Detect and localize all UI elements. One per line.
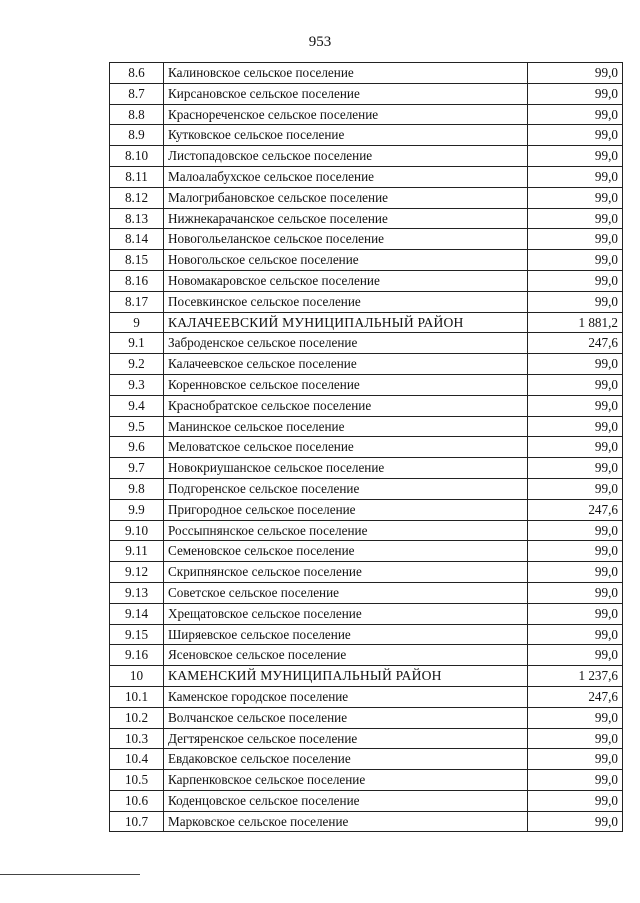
settlement-name-cell: Марковское сельское поселение [164,811,528,832]
table-row [110,437,623,458]
row-number-cell: 8.13 [110,208,164,229]
row-number-cell: 9.5 [110,416,164,437]
table-row [110,354,623,375]
amount-cell: 99,0 [528,520,623,541]
settlement-name-cell: Новокриушанское сельское поселение [164,458,528,479]
row-number-cell: 9.8 [110,478,164,499]
row-number-cell: 9.6 [110,437,164,458]
row-number-cell: 8.8 [110,104,164,125]
table-row [110,562,623,583]
amount-cell: 247,6 [528,686,623,707]
row-number-cell: 9.9 [110,499,164,520]
row-number-cell: 9.16 [110,645,164,666]
row-number-cell: 8.12 [110,187,164,208]
row-number-cell: 10.3 [110,728,164,749]
table-row [110,520,623,541]
district-row [110,666,623,687]
amount-cell: 99,0 [528,416,623,437]
settlement-name-cell: Волчанское сельское поселение [164,707,528,728]
settlement-name-cell: Хрещатовское сельское поселение [164,603,528,624]
table-row [110,395,623,416]
row-number-cell: 9.11 [110,541,164,562]
table-row [110,166,623,187]
settlement-name-cell: Кирсановское сельское поселение [164,83,528,104]
settlement-name-cell: Дегтяренское сельское поселение [164,728,528,749]
settlement-name-cell: Новогольское сельское поселение [164,250,528,271]
amount-cell: 99,0 [528,645,623,666]
table-row [110,63,623,84]
row-number-cell: 9 [110,312,164,333]
table-row [110,83,623,104]
amount-cell: 99,0 [528,250,623,271]
table-row [110,104,623,125]
row-number-cell: 9.2 [110,354,164,375]
table-row [110,728,623,749]
amount-cell: 99,0 [528,270,623,291]
settlement-name-cell: Ширяевское сельское поселение [164,624,528,645]
footnote-rule [0,874,140,875]
table-row [110,686,623,707]
amount-cell: 99,0 [528,728,623,749]
settlement-name-cell: Советское сельское поселение [164,582,528,603]
row-number-cell: 8.9 [110,125,164,146]
row-number-cell: 9.13 [110,582,164,603]
amount-cell: 99,0 [528,83,623,104]
table-row [110,291,623,312]
settlement-name-cell: Калиновское сельское поселение [164,63,528,84]
amount-cell: 99,0 [528,437,623,458]
settlement-name-cell: Меловатское сельское поселение [164,437,528,458]
settlement-name-cell: Новогольеланское сельское поселение [164,229,528,250]
settlement-name-cell: Калачеевское сельское поселение [164,354,528,375]
settlement-name-cell: Карпенковское сельское поселение [164,770,528,791]
amount-cell: 99,0 [528,208,623,229]
row-number-cell: 10.1 [110,686,164,707]
amount-cell: 1 881,2 [528,312,623,333]
amount-cell: 247,6 [528,499,623,520]
table-row [110,416,623,437]
table-row [110,749,623,770]
settlement-name-cell: Краснореченское сельское поселение [164,104,528,125]
table-row [110,208,623,229]
settlement-name-cell: Пригородное сельское поселение [164,499,528,520]
amount-cell: 99,0 [528,749,623,770]
table-row [110,790,623,811]
settlement-name-cell: КАМЕНСКИЙ МУНИЦИПАЛЬНЫЙ РАЙОН [164,666,528,687]
table-row [110,499,623,520]
amount-cell: 99,0 [528,187,623,208]
page-number: 953 [308,34,332,50]
settlement-name-cell: Россыпнянское сельское поселение [164,520,528,541]
row-number-cell: 9.10 [110,520,164,541]
row-number-cell: 9.1 [110,333,164,354]
amount-cell: 99,0 [528,603,623,624]
amount-cell: 99,0 [528,374,623,395]
settlement-name-cell: Посевкинское сельское поселение [164,291,528,312]
row-number-cell: 10.2 [110,707,164,728]
settlement-name-cell: Малогрибановское сельское поселение [164,187,528,208]
row-number-cell: 8.15 [110,250,164,271]
settlement-name-cell: Манинское сельское поселение [164,416,528,437]
amount-cell: 99,0 [528,478,623,499]
table-row [110,333,623,354]
row-number-cell: 9.3 [110,374,164,395]
row-number-cell: 8.17 [110,291,164,312]
table-row [110,541,623,562]
table-row [110,603,623,624]
row-number-cell: 8.14 [110,229,164,250]
table-row [110,458,623,479]
amount-cell: 99,0 [528,562,623,583]
table-body [110,63,623,832]
settlement-name-cell: Краснобратское сельское поселение [164,395,528,416]
amount-cell: 99,0 [528,104,623,125]
amount-cell: 99,0 [528,707,623,728]
amount-cell: 99,0 [528,458,623,479]
amount-cell: 99,0 [528,811,623,832]
settlement-name-cell: Евдаковское сельское поселение [164,749,528,770]
row-number-cell: 8.6 [110,63,164,84]
settlement-name-cell: Ясеновское сельское поселение [164,645,528,666]
settlement-name-cell: Каменское городское поселение [164,686,528,707]
amount-cell: 99,0 [528,354,623,375]
row-number-cell: 8.7 [110,83,164,104]
table-row [110,125,623,146]
table-row [110,374,623,395]
amount-cell: 99,0 [528,541,623,562]
amount-cell: 99,0 [528,229,623,250]
settlement-name-cell: Кутковское сельское поселение [164,125,528,146]
settlement-name-cell: Новомакаровское сельское поселение [164,270,528,291]
row-number-cell: 8.11 [110,166,164,187]
row-number-cell: 8.10 [110,146,164,167]
row-number-cell: 10 [110,666,164,687]
amount-cell: 99,0 [528,166,623,187]
table-row [110,229,623,250]
amount-cell: 99,0 [528,291,623,312]
settlement-name-cell: Семеновское сельское поселение [164,541,528,562]
settlement-name-cell: Нижнекарачанское сельское поселение [164,208,528,229]
settlement-name-cell: Листопадовское сельское поселение [164,146,528,167]
row-number-cell: 10.4 [110,749,164,770]
amount-cell: 99,0 [528,395,623,416]
table-row [110,250,623,271]
amount-cell: 1 237,6 [528,666,623,687]
amount-cell: 99,0 [528,624,623,645]
settlement-name-cell: Заброденское сельское поселение [164,333,528,354]
amount-cell: 99,0 [528,63,623,84]
settlement-name-cell: Скрипнянское сельское поселение [164,562,528,583]
row-number-cell: 10.7 [110,811,164,832]
row-number-cell: 10.6 [110,790,164,811]
amount-cell: 99,0 [528,582,623,603]
table-row [110,770,623,791]
budget-table [109,62,623,832]
table-row [110,624,623,645]
settlement-name-cell: КАЛАЧЕЕВСКИЙ МУНИЦИПАЛЬНЫЙ РАЙОН [164,312,528,333]
row-number-cell: 9.15 [110,624,164,645]
amount-cell: 247,6 [528,333,623,354]
table-row [110,270,623,291]
district-row [110,312,623,333]
table-row [110,811,623,832]
amount-cell: 99,0 [528,770,623,791]
row-number-cell: 8.16 [110,270,164,291]
row-number-cell: 9.7 [110,458,164,479]
table-row [110,187,623,208]
settlement-name-cell: Коренновское сельское поселение [164,374,528,395]
amount-cell: 99,0 [528,146,623,167]
settlement-name-cell: Малоалабухское сельское поселение [164,166,528,187]
settlement-name-cell: Подгоренское сельское поселение [164,478,528,499]
table-row [110,146,623,167]
table-row [110,582,623,603]
row-number-cell: 10.5 [110,770,164,791]
table-row [110,707,623,728]
row-number-cell: 9.4 [110,395,164,416]
amount-cell: 99,0 [528,790,623,811]
table-row [110,645,623,666]
amount-cell: 99,0 [528,125,623,146]
row-number-cell: 9.12 [110,562,164,583]
settlement-name-cell: Коденцовское сельское поселение [164,790,528,811]
row-number-cell: 9.14 [110,603,164,624]
table-row [110,478,623,499]
